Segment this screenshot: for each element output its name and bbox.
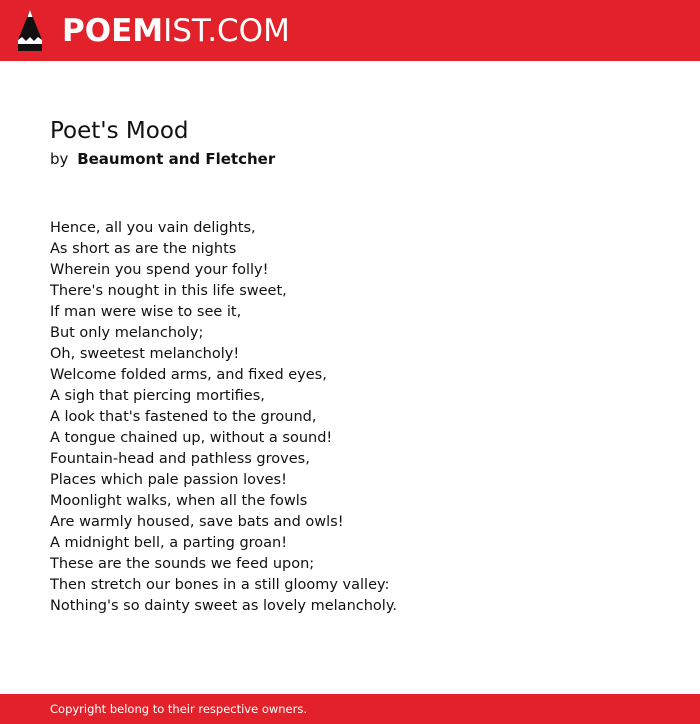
logo-text-bold: POEM: [62, 13, 164, 49]
poem-line: If man were wise to see it,: [50, 304, 242, 320]
poem-line: Are warmly housed, save bats and owls!: [50, 514, 344, 530]
poem-line: Wherein you spend your folly!: [50, 262, 269, 278]
poem-title: Poet's Mood: [50, 118, 189, 144]
poem-line: But only melancholy;: [50, 325, 204, 341]
poem-line: These are the sounds we feed upon;: [50, 556, 315, 572]
poem-line: As short as are the nights: [50, 241, 237, 257]
poem-body: [50, 218, 397, 617]
poem-line: Moonlight walks, when all the fowls: [50, 493, 308, 509]
poem-line: Hence, all you vain delights,: [50, 220, 256, 236]
poem-line: A midnight bell, a parting groan!: [50, 535, 288, 551]
poem-line: There's nought in this life sweet,: [50, 283, 287, 299]
poem-line: Oh, sweetest melancholy!: [50, 346, 240, 362]
poem-line: A sigh that piercing mortifies,: [50, 388, 265, 404]
byline: [50, 149, 275, 169]
by-label: by: [50, 150, 69, 168]
poem-line: Places which pale passion loves!: [50, 472, 287, 488]
copyright-text: Copyright belong to their respective owners.: [50, 702, 308, 716]
poem-line: A look that's fastened to the ground,: [50, 409, 317, 425]
site-logo[interactable]: [62, 12, 290, 50]
poem-line: Then stretch our bones in a still gloomy valley:: [50, 577, 390, 593]
pencil-icon[interactable]: [18, 10, 42, 51]
author-name[interactable]: Beaumont and Fletcher: [77, 150, 276, 168]
logo-text-light: IST.COM: [163, 13, 290, 49]
poem-line: A tongue chained up, without a sound!: [50, 430, 333, 446]
site-header: [0, 0, 700, 61]
site-footer: [0, 694, 700, 724]
poem-line: Welcome folded arms, and fixed eyes,: [50, 367, 327, 383]
poem-line: Fountain-head and pathless groves,: [50, 451, 310, 467]
poem-line: Nothing's so dainty sweet as lovely melancholy.: [50, 598, 397, 614]
